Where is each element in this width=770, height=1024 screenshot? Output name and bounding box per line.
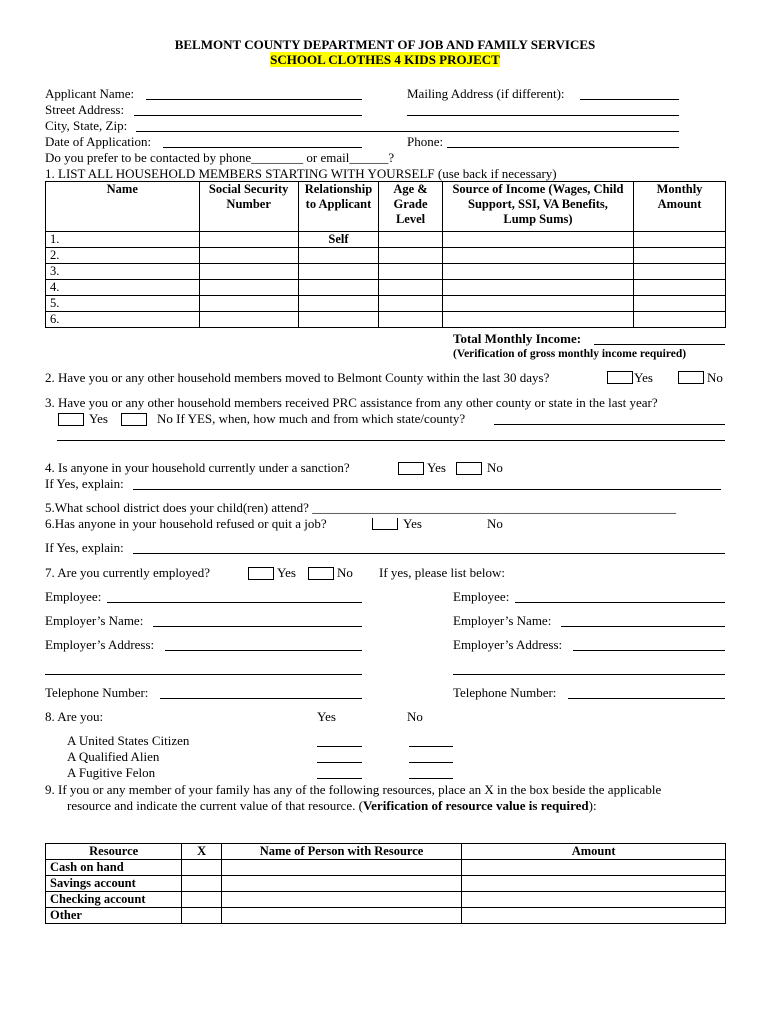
income-verification-note: (Verification of gross monthly income required) bbox=[453, 348, 687, 360]
phone-label: Phone: bbox=[407, 134, 444, 149]
mailing-address-field-1[interactable] bbox=[580, 99, 679, 100]
q6-no-label: No bbox=[487, 516, 503, 531]
table-row bbox=[46, 876, 726, 892]
street-address-field[interactable] bbox=[134, 115, 362, 116]
income-cell[interactable] bbox=[442, 232, 633, 248]
q4-no-checkbox[interactable] bbox=[456, 462, 482, 475]
employer-name-label-2: Employer’s Name: bbox=[453, 613, 552, 628]
q8-citizen-yes-field[interactable] bbox=[317, 746, 362, 747]
q8-item-citizen: A United States Citizen bbox=[67, 733, 190, 748]
city-state-zip-field[interactable] bbox=[136, 131, 679, 132]
telephone-label-1: Telephone Number: bbox=[45, 685, 149, 700]
household-table bbox=[45, 181, 726, 328]
question-9-line-2: resource and indicate the current value of that resource. (Verification of resource value is required): bbox=[67, 798, 597, 813]
telephone-label-2: Telephone Number: bbox=[453, 685, 557, 700]
q4-yes-checkbox[interactable] bbox=[398, 462, 424, 475]
income-cell[interactable] bbox=[442, 312, 633, 328]
table-row bbox=[46, 860, 726, 876]
col-name-header: Name bbox=[46, 182, 200, 232]
employer-name-field-1[interactable] bbox=[153, 626, 362, 627]
q3-details-field[interactable] bbox=[494, 424, 725, 425]
employee-label-2: Employee: bbox=[453, 589, 510, 604]
employer-name-label-1: Employer’s Name: bbox=[45, 613, 144, 628]
question-5[interactable]: 5.What school district does your child(ren) attend? ________________________________________________________ bbox=[45, 500, 677, 515]
income-cell[interactable] bbox=[442, 248, 633, 264]
col-monthly-amount-header: Monthly Amount bbox=[634, 182, 726, 232]
table-row bbox=[46, 264, 726, 280]
q2-no-checkbox[interactable] bbox=[678, 371, 704, 384]
relationship-cell[interactable] bbox=[298, 264, 378, 280]
q7-yes-label: Yes bbox=[277, 565, 296, 580]
question-3: 3. Have you or any other household members received PRC assistance from any other county or state in the last year? bbox=[45, 395, 658, 410]
ssn-cell[interactable] bbox=[199, 312, 298, 328]
q6-explain-label: If Yes, explain: bbox=[45, 540, 124, 555]
resource-checking: Checking account bbox=[46, 892, 182, 908]
q4-yes-label: Yes bbox=[427, 460, 446, 475]
applicant-name-label: Applicant Name: bbox=[45, 86, 135, 101]
q8-yes-header: Yes bbox=[317, 709, 336, 724]
age-cell[interactable] bbox=[379, 232, 443, 248]
table-row bbox=[46, 312, 726, 328]
q2-yes-checkbox[interactable] bbox=[607, 371, 633, 384]
x-cell[interactable] bbox=[182, 892, 221, 908]
amount-cell[interactable] bbox=[634, 232, 726, 248]
ssn-cell[interactable] bbox=[199, 264, 298, 280]
ssn-cell[interactable] bbox=[199, 296, 298, 312]
date-of-application-field[interactable] bbox=[163, 147, 362, 148]
household-heading: 1. LIST ALL HOUSEHOLD MEMBERS STARTING WITH YOURSELF (use back if necessary) bbox=[45, 166, 557, 181]
row-number: 4. bbox=[46, 280, 200, 296]
amount-cell[interactable] bbox=[462, 908, 726, 924]
q7-no-checkbox[interactable] bbox=[308, 567, 334, 580]
amount-cell[interactable] bbox=[462, 860, 726, 876]
amount-cell[interactable] bbox=[462, 876, 726, 892]
employer-address-line-2[interactable] bbox=[453, 674, 725, 675]
q8-alien-no-field[interactable] bbox=[409, 762, 453, 763]
question-9-line-1: 9. If you or any member of your family has any of the following resources, place an X in the box beside the applicable bbox=[45, 782, 662, 797]
col-relationship-header: Relationship to Applicant bbox=[298, 182, 378, 232]
q3-no-label: No If YES, when, how much and from which state/county? bbox=[157, 411, 466, 426]
col-amount-header: Amount bbox=[462, 844, 726, 860]
question-2: 2. Have you or any other household members moved to Belmont County within the last 30 days? bbox=[45, 370, 550, 385]
question-4: 4. Is anyone in your household currently under a sanction? bbox=[45, 460, 350, 475]
employer-address-line-1[interactable] bbox=[45, 674, 362, 675]
q7-list-instruction: If yes, please list below: bbox=[379, 565, 505, 580]
row-number: 3. bbox=[46, 264, 200, 280]
age-cell[interactable] bbox=[379, 280, 443, 296]
resource-cash: Cash on hand bbox=[46, 860, 182, 876]
person-cell[interactable] bbox=[221, 876, 461, 892]
resource-other: Other bbox=[46, 908, 182, 924]
table-row bbox=[46, 908, 726, 924]
q4-no-label: No bbox=[487, 460, 503, 475]
row-number: 1. bbox=[46, 232, 200, 248]
col-x-header: X bbox=[182, 844, 221, 860]
row-number: 6. bbox=[46, 312, 200, 328]
q4-explain-field[interactable] bbox=[133, 489, 721, 490]
row-number: 2. bbox=[46, 248, 200, 264]
income-cell[interactable] bbox=[442, 280, 633, 296]
q8-item-felon: A Fugitive Felon bbox=[67, 765, 156, 780]
employer-name-field-2[interactable] bbox=[561, 626, 725, 627]
mailing-address-label: Mailing Address (if different): bbox=[407, 86, 565, 101]
mailing-address-field-2[interactable] bbox=[407, 115, 679, 116]
col-income-source-header: Source of Income (Wages, Child Support, SSI, VA Benefits, Lump Sums) bbox=[442, 182, 633, 232]
employer-address-label-1: Employer’s Address: bbox=[45, 637, 155, 652]
table-row bbox=[46, 280, 726, 296]
q7-no-label: No bbox=[337, 565, 353, 580]
person-cell[interactable] bbox=[221, 860, 461, 876]
row-number: 5. bbox=[46, 296, 200, 312]
form-subtitle bbox=[0, 52, 770, 67]
q6-explain-field[interactable] bbox=[133, 553, 725, 554]
amount-cell[interactable] bbox=[462, 892, 726, 908]
question-7: 7. Are you currently employed? bbox=[45, 565, 210, 580]
ssn-cell[interactable] bbox=[199, 280, 298, 296]
table-row bbox=[46, 232, 726, 248]
contact-preference: Do you prefer to be contacted by phone________ or email______? bbox=[45, 150, 395, 165]
form-title: BELMONT COUNTY DEPARTMENT OF JOB AND FAMILY SERVICES bbox=[174, 37, 596, 52]
q8-item-alien: A Qualified Alien bbox=[67, 749, 160, 764]
table-row bbox=[46, 892, 726, 908]
q8-citizen-no-field[interactable] bbox=[409, 746, 453, 747]
age-cell[interactable] bbox=[379, 264, 443, 280]
date-of-application-label: Date of Application: bbox=[45, 134, 152, 149]
relationship-self: Self bbox=[298, 232, 378, 248]
col-ssn-header: Social Security Number bbox=[199, 182, 298, 232]
employee-field-1[interactable] bbox=[107, 602, 362, 603]
telephone-field-1[interactable] bbox=[160, 698, 362, 699]
q2-no-label: No bbox=[707, 370, 723, 385]
city-state-zip-label: City, State, Zip: bbox=[45, 118, 128, 133]
col-resource-header: Resource bbox=[46, 844, 182, 860]
x-cell[interactable] bbox=[182, 860, 221, 876]
income-cell[interactable] bbox=[442, 296, 633, 312]
q3-details-field-2[interactable] bbox=[57, 440, 725, 441]
person-cell[interactable] bbox=[221, 892, 461, 908]
total-monthly-income-field[interactable] bbox=[594, 344, 725, 345]
table-row bbox=[46, 248, 726, 264]
amount-cell[interactable] bbox=[634, 264, 726, 280]
q2-yes-label: Yes bbox=[634, 370, 653, 385]
subtitle-highlight: SCHOOL CLOTHES 4 KIDS PROJECT bbox=[270, 52, 500, 67]
applicant-name-field[interactable] bbox=[146, 99, 362, 100]
ssn-cell[interactable] bbox=[199, 232, 298, 248]
age-cell[interactable] bbox=[379, 296, 443, 312]
phone-field[interactable] bbox=[447, 147, 679, 148]
resources-table bbox=[45, 843, 726, 924]
x-cell[interactable] bbox=[182, 876, 221, 892]
age-cell[interactable] bbox=[379, 312, 443, 328]
employer-address-field-1[interactable] bbox=[165, 650, 362, 651]
col-person-header: Name of Person with Resource bbox=[221, 844, 461, 860]
amount-cell[interactable] bbox=[634, 280, 726, 296]
age-cell[interactable] bbox=[379, 248, 443, 264]
x-cell[interactable] bbox=[182, 908, 221, 924]
q8-felon-yes-field[interactable] bbox=[317, 778, 362, 779]
amount-cell[interactable] bbox=[634, 312, 726, 328]
q6-yes-checkbox[interactable] bbox=[372, 518, 398, 530]
q3-yes-label: Yes bbox=[89, 411, 108, 426]
amount-cell[interactable] bbox=[634, 248, 726, 264]
employer-address-label-2: Employer’s Address: bbox=[453, 637, 563, 652]
amount-cell[interactable] bbox=[634, 296, 726, 312]
ssn-cell[interactable] bbox=[199, 248, 298, 264]
q4-explain-label: If Yes, explain: bbox=[45, 476, 124, 491]
q8-felon-no-field[interactable] bbox=[409, 778, 453, 779]
question-8: 8. Are you: bbox=[45, 709, 104, 724]
question-6: 6.Has anyone in your household refused or quit a job? bbox=[45, 516, 327, 531]
col-age-grade-header: Age & Grade Level bbox=[379, 182, 443, 232]
income-cell[interactable] bbox=[442, 264, 633, 280]
q8-alien-yes-field[interactable] bbox=[317, 762, 362, 763]
q8-no-header: No bbox=[407, 709, 423, 724]
relationship-cell[interactable] bbox=[298, 296, 378, 312]
telephone-field-2[interactable] bbox=[568, 698, 725, 699]
q3-no-checkbox[interactable] bbox=[121, 413, 147, 426]
q3-yes-checkbox[interactable] bbox=[58, 413, 84, 426]
q6-yes-label: Yes bbox=[403, 516, 422, 531]
table-row bbox=[46, 296, 726, 312]
total-monthly-income-label: Total Monthly Income: bbox=[453, 331, 582, 346]
street-address-label: Street Address: bbox=[45, 102, 125, 117]
resource-savings: Savings account bbox=[46, 876, 182, 892]
q7-yes-checkbox[interactable] bbox=[248, 567, 274, 580]
relationship-cell[interactable] bbox=[298, 248, 378, 264]
employee-field-2[interactable] bbox=[515, 602, 725, 603]
employer-address-field-2[interactable] bbox=[573, 650, 725, 651]
relationship-cell[interactable] bbox=[298, 280, 378, 296]
verification-required-note: Verification of resource value is required bbox=[362, 798, 589, 813]
employee-label-1: Employee: bbox=[45, 589, 102, 604]
relationship-cell[interactable] bbox=[298, 312, 378, 328]
person-cell[interactable] bbox=[221, 908, 461, 924]
